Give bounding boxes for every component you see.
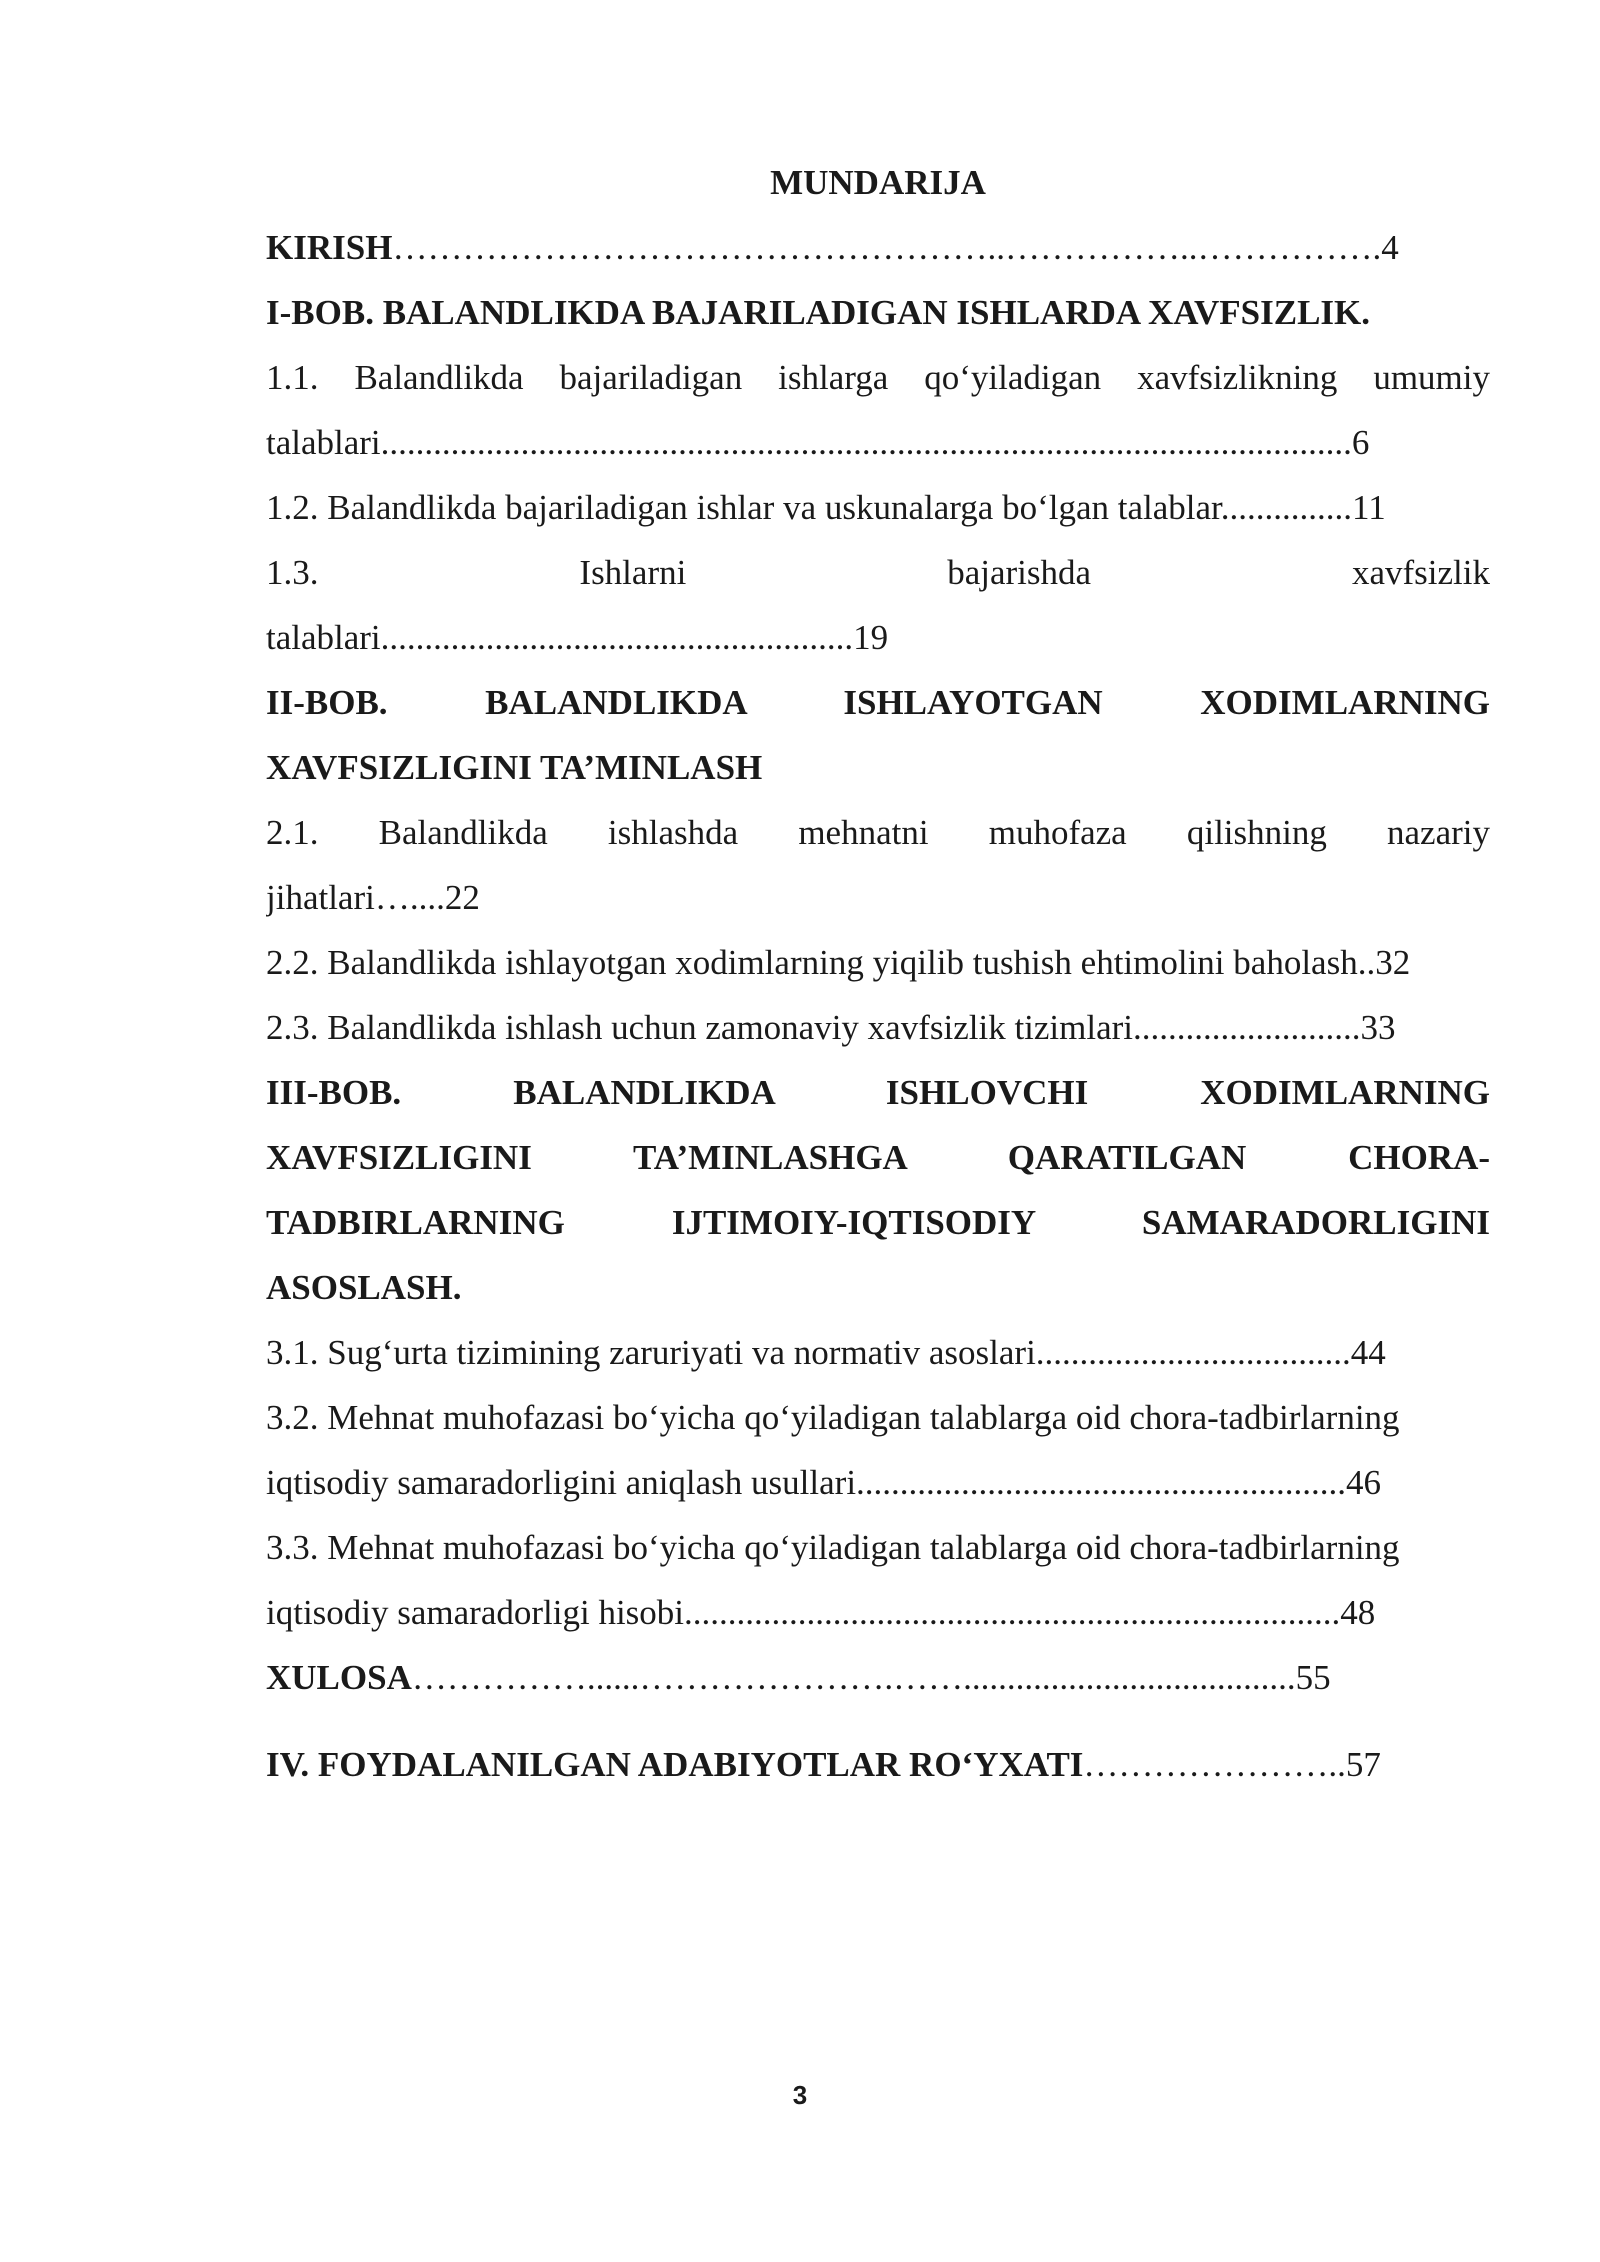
toc-page-ref: .4 bbox=[1372, 228, 1399, 267]
toc-entry-3-2-line1: 3.2. Mehnat muhofazasi bo‘yicha qo‘yiladigan talablarga oid chora-tadbirlarning bbox=[266, 1398, 1400, 1437]
toc-entry-3-2-line2: iqtisodiy samaradorligini aniqlash usullari........................................................46 bbox=[266, 1463, 1382, 1502]
toc-entry-1-3-line1: 1.3. Ishlarni bajarishda xavfsizlik bbox=[266, 553, 1490, 592]
page-number: 3 bbox=[792, 2080, 808, 2110]
toc-page-ref: 57 bbox=[1345, 1745, 1381, 1784]
toc-chapter-3-line2: XAVFSIZLIGINI TA’MINLASHGA QARATILGAN CHORA- bbox=[266, 1138, 1490, 1177]
toc-entry-3-1: 3.1. Sug‘urta tizimining zaruriyati va normativ asoslari....................................44 bbox=[266, 1333, 1386, 1372]
toc-entry-2-1-line2: jihatlari…....22 bbox=[266, 878, 480, 917]
table-of-contents bbox=[266, 150, 1490, 1797]
toc-entry-xulosa bbox=[266, 1645, 1490, 1710]
toc-leader: ……………………………………………..……………..…………… bbox=[392, 228, 1373, 267]
toc-entry-1-2: 1.2. Balandlikda bajariladigan ishlar va uskunalarga bo‘lgan talablar...............11 bbox=[266, 488, 1386, 527]
toc-title: MUNDARIJA bbox=[770, 163, 986, 202]
toc-chapter-2-line1: II-BOB. BALANDLIKDA ISHLAYOTGAN XODIMLARNING bbox=[266, 683, 1490, 722]
toc-leader: ………………….. bbox=[1083, 1745, 1346, 1784]
toc-entry-1-3-line2: talablari......................................................19 bbox=[266, 618, 889, 657]
toc-entry-2-3: 2.3. Balandlikda ishlash uchun zamonaviy xavfsizlik tizimlari..........................33 bbox=[266, 1008, 1396, 1047]
toc-chapter-3-line1: III-BOB. BALANDLIKDA ISHLOVCHI XODIMLARNING bbox=[266, 1073, 1490, 1112]
toc-entry-kirish bbox=[266, 215, 1490, 280]
toc-entry-label: IV. FOYDALANILGAN ADABIYOTLAR RO‘YXATI bbox=[266, 1745, 1084, 1784]
toc-entry-1-1-line1: 1.1. Balandlikda bajariladigan ishlarga qo‘yiladigan xavfsizlikning umumiy bbox=[266, 358, 1490, 397]
toc-entry-3-3-line2: iqtisodiy samaradorligi hisobi...........................................................................48 bbox=[266, 1593, 1376, 1632]
toc-entry-bibliography bbox=[266, 1732, 1490, 1797]
toc-chapter-2-line2: XAVFSIZLIGINI TA’MINLASH bbox=[266, 748, 763, 787]
toc-entry-1-1-line2: talablari...............................................................................................................6 bbox=[266, 423, 1370, 462]
toc-chapter-1: I-BOB. BALANDLIKDA BAJARILADIGAN ISHLARDA XAVFSIZLIK. bbox=[266, 293, 1371, 332]
toc-leader: ……………......………………….……...................................... bbox=[411, 1658, 1296, 1697]
toc-page-ref: 55 bbox=[1295, 1658, 1331, 1697]
toc-chapter-3-line3: TADBIRLARNING IJTIMOIY-IQTISODIY SAMARADORLIGINI bbox=[266, 1203, 1490, 1242]
toc-entry-2-1-line1: 2.1. Balandlikda ishlashda mehnatni muhofaza qilishning nazariy bbox=[266, 813, 1490, 852]
toc-chapter-3-line4: ASOSLASH. bbox=[266, 1268, 462, 1307]
toc-entry-3-3-line1: 3.3. Mehnat muhofazasi bo‘yicha qo‘yiladigan talablarga oid chora-tadbirlarning bbox=[266, 1528, 1400, 1567]
toc-entry-2-2: 2.2. Balandlikda ishlayotgan xodimlarning yiqilib tushish ehtimolini baholash..32 bbox=[266, 943, 1411, 982]
toc-entry-label: XULOSA bbox=[266, 1658, 412, 1697]
toc-entry-label: KIRISH bbox=[266, 228, 393, 267]
